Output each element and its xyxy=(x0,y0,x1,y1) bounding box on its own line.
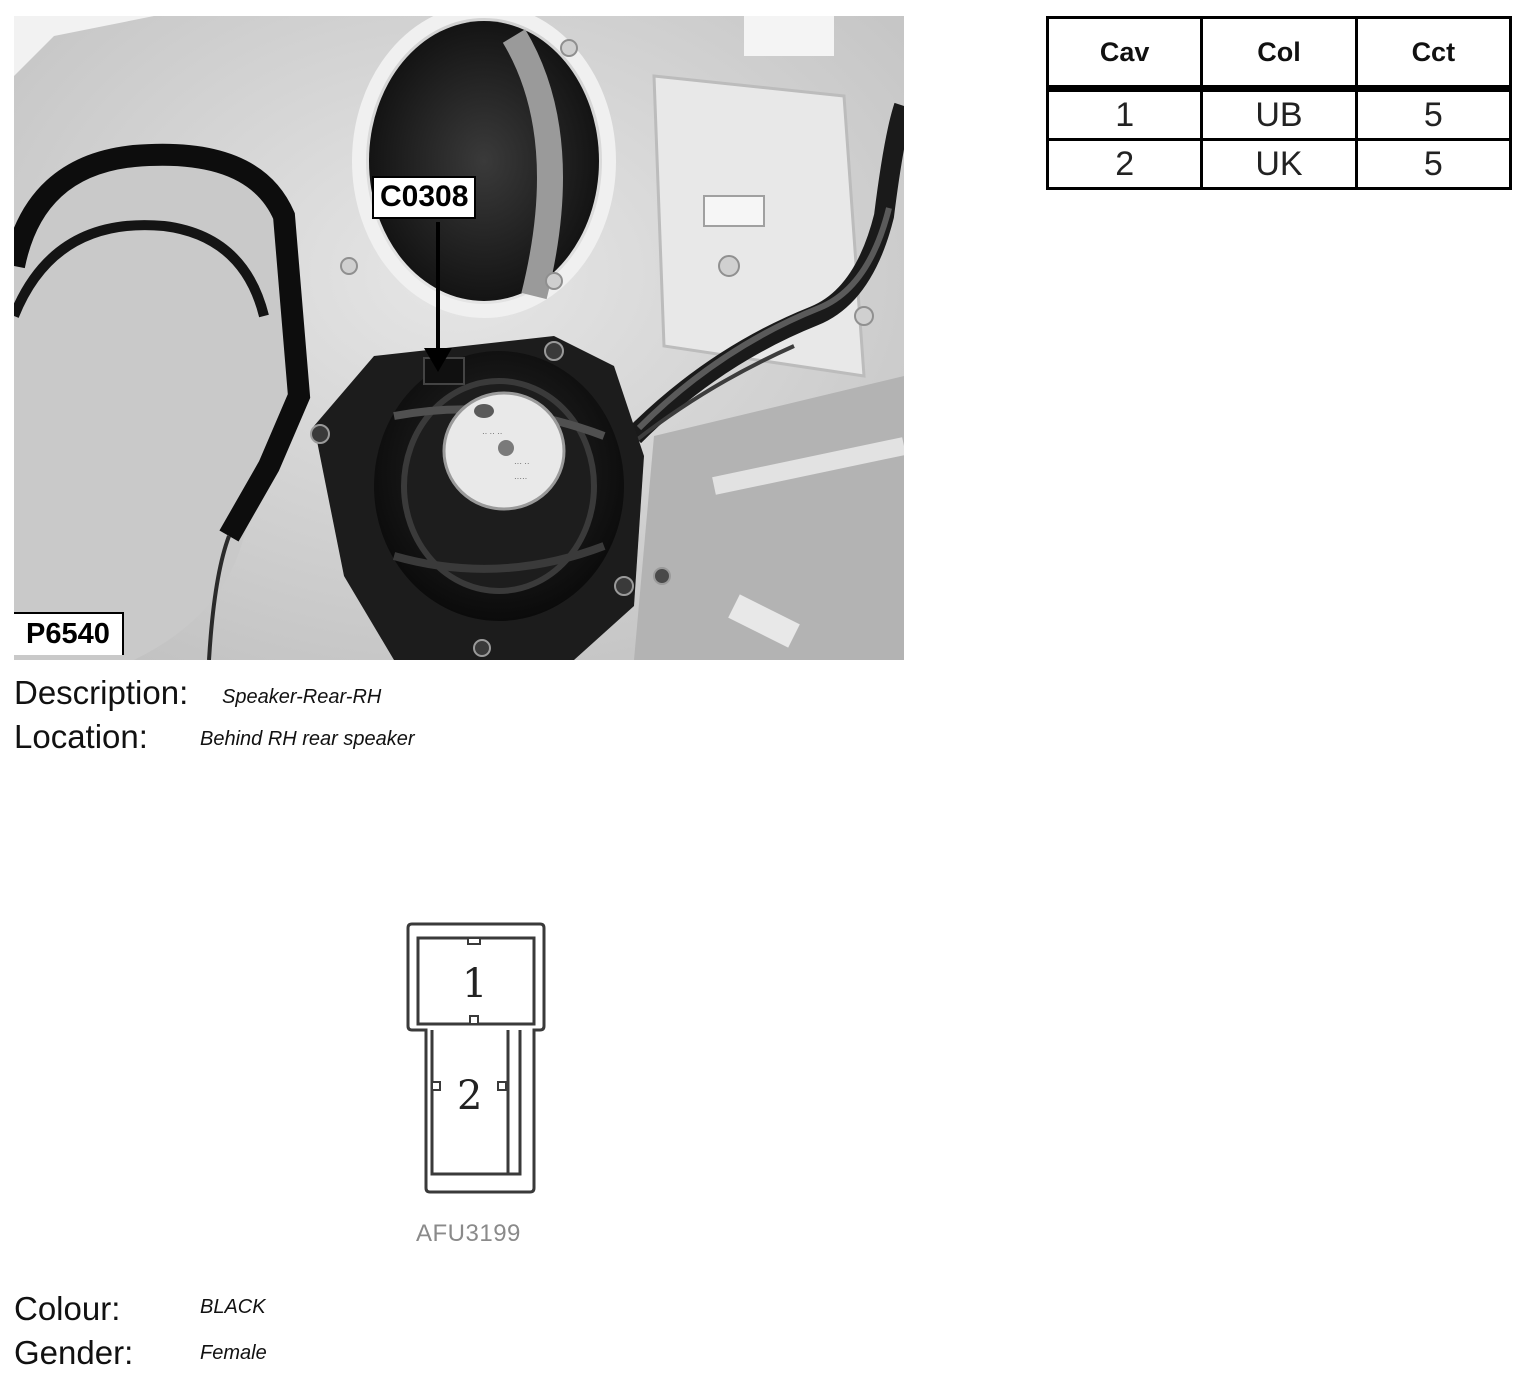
connector-id-callout: C0308 xyxy=(372,176,476,219)
svg-text:·· ·· ··: ·· ·· ·· xyxy=(482,429,503,438)
table-row xyxy=(1048,89,1511,140)
connector-face-diagram xyxy=(402,918,552,1198)
cell-cct: 5 xyxy=(1356,140,1510,189)
pin-assignment-table xyxy=(1046,16,1512,190)
gender-label: Gender: xyxy=(14,1334,134,1371)
header-col: Col xyxy=(1202,18,1356,89)
colour-value: BLACK xyxy=(200,1296,266,1318)
speaker-scene-illustration xyxy=(14,16,904,660)
cell-col: UB xyxy=(1202,89,1356,140)
location-value: Behind RH rear speaker xyxy=(200,728,415,750)
colour-label: Colour: xyxy=(14,1290,121,1327)
description-value: Speaker-Rear-RH xyxy=(222,686,382,708)
photo-id-label: P6540 xyxy=(14,612,124,655)
cavity-2-label: 2 xyxy=(457,1073,483,1119)
header-cct: Cct xyxy=(1356,18,1510,89)
cavity-1-label: 1 xyxy=(462,961,488,1007)
gender-value: Female xyxy=(200,1342,267,1364)
description-label: Description: xyxy=(14,674,189,711)
cell-cct: 5 xyxy=(1356,89,1510,140)
table-header-row xyxy=(1048,18,1511,89)
svg-text:·····: ····· xyxy=(514,474,528,483)
cell-cav: 2 xyxy=(1048,140,1202,189)
connector-outline xyxy=(402,918,552,1198)
table-row xyxy=(1048,140,1511,189)
header-cav: Cav xyxy=(1048,18,1202,89)
connector-location-photo xyxy=(14,16,904,660)
cell-col: UK xyxy=(1202,140,1356,189)
location-label: Location: xyxy=(14,718,148,755)
cell-cav: 1 xyxy=(1048,89,1202,140)
svg-text:··· ··: ··· ·· xyxy=(514,459,530,468)
part-number-label: AFU3199 xyxy=(416,1220,521,1247)
